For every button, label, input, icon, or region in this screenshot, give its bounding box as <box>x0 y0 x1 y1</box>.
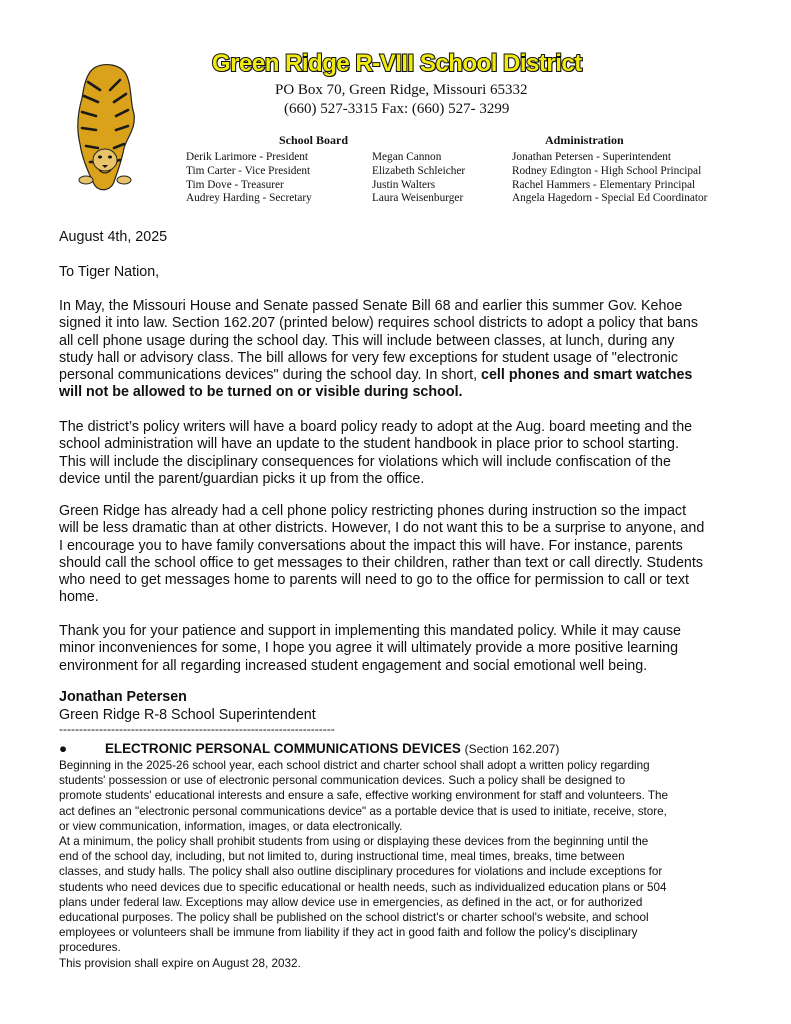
text-line: study hall or advisory class. The bill allows for very few exceptions for student usage of "electronic <box>59 349 679 366</box>
text-line: This will include the disciplinary consequences for violations which will include confiscation of the <box>59 453 671 470</box>
board-officer: Derik Larimore - President <box>186 151 309 163</box>
text-line: minor inconveniences for some, I hope you agree it will ultimately provide a more positive learning <box>59 640 679 657</box>
letter-salutation: To Tiger Nation, <box>59 264 160 280</box>
text-line: who need to get messages home to parents will need to go to the office for permission to call or text <box>59 572 689 589</box>
board-officer: Tim Dove - Treasurer <box>186 178 284 191</box>
text-line: I encourage you to have family conversations about the impact this will have. For instance, parents <box>59 537 683 554</box>
board-officers-list <box>186 151 312 206</box>
text-line: The district’s policy writers will have a board policy ready to adopt at the Aug. board meeting and the <box>59 419 693 435</box>
text-line: end of the school day, including, but not limited to, during instructional time, meal times, breaks, time between <box>59 850 625 864</box>
text-line: Green Ridge has already had a cell phone policy restricting phones during instruction so the impact <box>59 503 687 519</box>
statute-body <box>59 758 739 971</box>
text-plain: personal communications devices" during the school day. In short, <box>59 367 482 384</box>
text-line <box>59 384 749 401</box>
board-officer: Tim Carter - Vice President <box>186 164 311 177</box>
address-line: PO Box 70, Green Ridge, Missouri 65332 <box>275 82 528 98</box>
board-member: Justin Walters <box>372 178 436 191</box>
paragraph-2 <box>59 419 749 488</box>
signature-name: Jonathan Petersen <box>59 689 187 705</box>
administration-list <box>512 151 707 206</box>
text-line: school administration will have an update to the student handbook in place prior to school starting. <box>59 436 679 453</box>
board-member: Elizabeth Schleicher <box>372 164 466 177</box>
text-line: classes, and study halls. The policy shall also outline disciplinary procedures for violations and include exceptions for <box>59 865 663 879</box>
administration-heading: Administration <box>545 133 624 147</box>
administrator: Jonathan Petersen - Superintendent <box>512 151 672 163</box>
text-line: signed it into law. Section 162.207 (printed below) requires school districts to adopt a policy that bans <box>59 315 698 332</box>
text-line: will be less dramatic than at other districts. However, I do not want this to be a surprise to anyone, and <box>59 520 705 537</box>
district-name: Green Ridge R-VIII School District <box>212 50 582 77</box>
letter-date: August 4th, 2025 <box>59 229 168 245</box>
text-line: device until the parent/guardian picks it up from the office. <box>59 470 425 487</box>
text-line: employees or volunteers shall be immune from liability if they act in good faith and follow the policy's disciplinary <box>59 926 638 940</box>
text-line: Thank you for your patience and support in implementing this mandated policy. While it may cause <box>59 623 681 639</box>
divider-line: --------------------------------------------------------------------- <box>59 722 335 736</box>
text-line: home. <box>59 589 99 606</box>
board-officer: Audrey Harding - Secretary <box>186 192 312 205</box>
tiger-mascot-icon <box>74 62 136 194</box>
text-line: This provision shall expire on August 28, 2032. <box>59 956 301 970</box>
text-bold: cell phones and smart watches <box>481 367 693 384</box>
administrator: Angela Hagedorn - Special Ed Coordinator <box>512 192 708 205</box>
administrator: Rachel Hammers - Elementary Principal <box>512 178 696 191</box>
text-line: procedures. <box>59 941 121 955</box>
text-line: educational purposes. The policy shall be published on the school district's or charter school's website, and school <box>59 911 649 925</box>
paragraph-4 <box>59 623 749 675</box>
paragraph-3 <box>59 503 749 607</box>
paragraph-1 <box>59 298 749 402</box>
text-line: plans under federal law. Exceptions may allow device use in emergencies, as defined in the act, or for authorized <box>59 895 643 909</box>
statute-reference: (Section 162.207) <box>464 742 560 756</box>
text-bold: will not be allowed to be turned on or visible during school. <box>59 384 463 401</box>
board-member: Laura Weisenburger <box>372 192 464 205</box>
text-line: students who need devices due to specific educational or health needs, such as individualized education plans or 504 <box>59 880 667 894</box>
text-line: all cell phone usage during the school day. This will include between classes, at lunch, during any <box>59 332 675 349</box>
text-line: or view communication, information, images, or data electronically. <box>59 819 403 833</box>
school-board-heading: School Board <box>279 133 349 147</box>
text-line: Beginning in the 2025-26 school year, each school district and charter school shall adopt a written policy regarding <box>59 759 650 772</box>
statute-title: ELECTRONIC PERSONAL COMMUNICATIONS DEVICES <box>105 741 461 756</box>
text-line: At a minimum, the policy shall prohibit students from using or displaying these devices from the beginning until the <box>59 835 649 849</box>
text-line: should call the school office to get messages to their children, rather than text or call directly. Students <box>59 554 703 571</box>
text-line <box>59 367 749 384</box>
board-member: Megan Cannon <box>372 151 442 163</box>
statute-heading <box>59 741 559 756</box>
administrator: Rodney Edington - High School Principal <box>512 164 702 177</box>
text-line: promote students' educational interests and ensure a safe, effective working environment for staff and volunteers. The <box>59 789 669 803</box>
text-line: In May, the Missouri House and Senate passed Senate Bill 68 and earlier this summer Gov. Kehoe <box>59 298 683 314</box>
text-line: students' possession or use of electronic personal communication devices. Such a policy shall be designed to <box>59 774 626 788</box>
signature-title: Green Ridge R-8 School Superintendent <box>59 707 316 723</box>
bullet-icon: ● <box>59 741 68 756</box>
text-line: environment for all regarding increased student engagement and social emotional well being. <box>59 657 648 674</box>
phone-fax-line: (660) 527-3315 Fax: (660) 527- 3299 <box>284 101 510 117</box>
text-line: act defines an "electronic personal communications device" as a portable device that is used to initiate, receive, store, <box>59 804 667 818</box>
board-members-list <box>372 151 465 206</box>
